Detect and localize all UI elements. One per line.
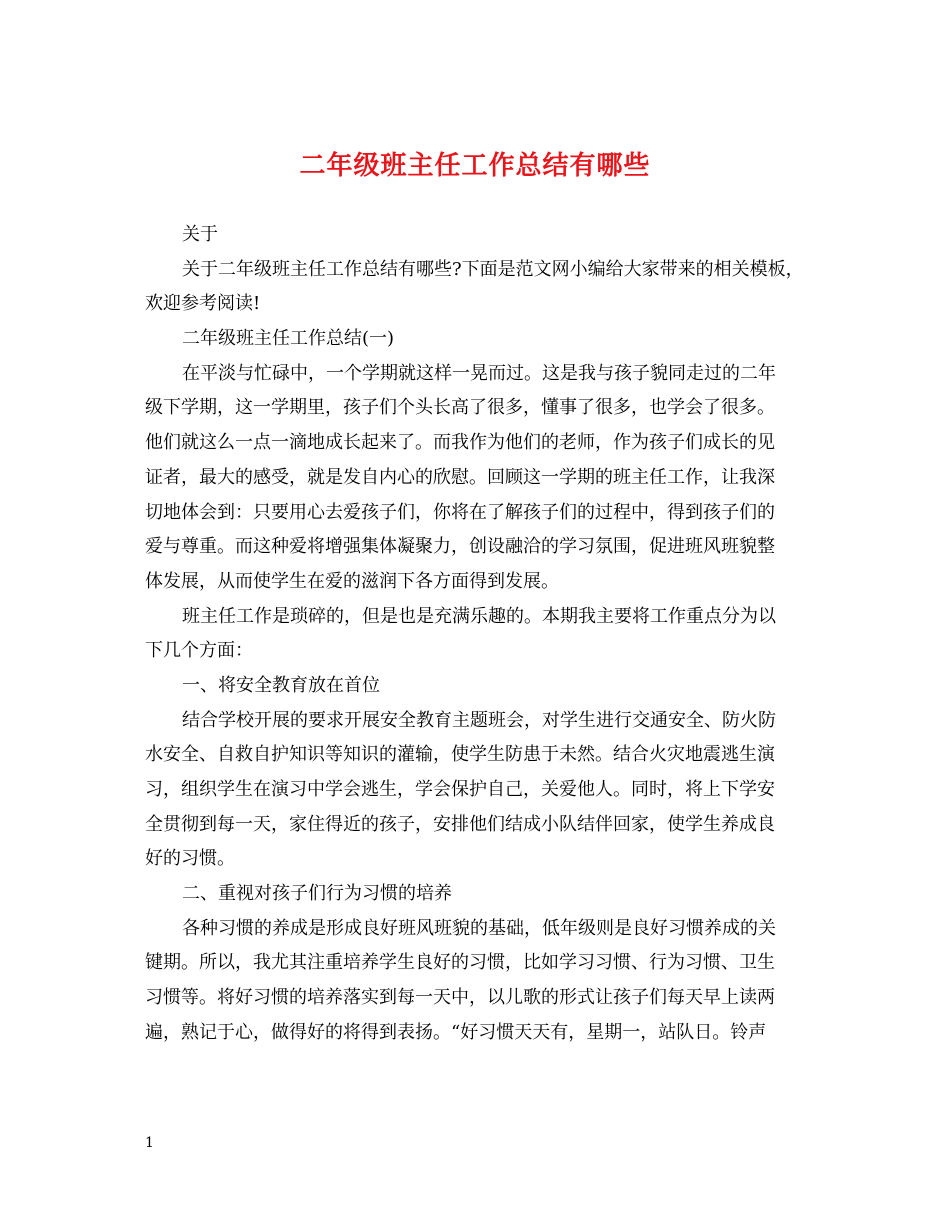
- text-line: 水安全、自救自护知识等知识的灌输，使学生防患于未然。结合火灾地震逃生演: [145, 744, 775, 766]
- text-line: 爱与尊重。而这种爱将增强集体凝聚力，创设融洽的学习氛围，促进班风班貌整: [145, 536, 775, 558]
- text-line: 关于二年级班主任工作总结有哪些?下面是范文网小编给大家带来的相关模板，: [182, 258, 804, 280]
- text-line: 下几个方面：: [145, 640, 253, 662]
- text-line: 结合学校开展的要求开展安全教育主题班会，对学生进行交通安全、防火防: [182, 709, 776, 731]
- text-line: 级下学期，这一学期里，孩子们个头长高了很多，懂事了很多，也学会了很多。: [145, 397, 775, 419]
- text-line: 键期。所以，我尤其注重培养学生良好的习惯，比如学习习惯、行为习惯、卫生: [145, 952, 775, 974]
- document-body: [145, 218, 815, 1051]
- text-line: 体发展，从而使学生在爱的滋润下各方面得到发展。: [145, 570, 559, 592]
- text-line: 二、重视对孩子们行为习惯的培养: [182, 883, 452, 905]
- text-line: 各种习惯的养成是形成良好班风班貌的基础，低年级则是良好习惯养成的关: [182, 917, 776, 939]
- text-line: 欢迎参考阅读!: [145, 293, 261, 315]
- text-line: 习惯等。将好习惯的培养落实到每一天中，以儿歌的形式让孩子们每天早上读两: [145, 987, 775, 1009]
- text-line: 好的习惯。: [145, 848, 235, 870]
- document-title: 二年级班主任工作总结有哪些: [299, 151, 651, 181]
- text-line: 证者，最大的感受，就是发自内心的欣慰。回顾这一学期的班主任工作，让我深: [145, 466, 775, 488]
- text-line: 切地体会到：只要用心去爱孩子们，你将在了解孩子们的过程中，得到孩子们的: [145, 501, 775, 523]
- text-line: 在平淡与忙碌中，一个学期就这样一晃而过。这是我与孩子貌同走过的二年: [182, 362, 776, 384]
- text-line: 全贯彻到每一天，家住得近的孩子，安排他们结成小队结伴回家，使学生养成良: [145, 813, 775, 835]
- text-line: 他们就这么一点一滴地成长起来了。而我作为他们的老师，作为孩子们成长的见: [145, 432, 775, 454]
- text-line: 一、将安全教育放在首位: [182, 674, 380, 696]
- text-line: 班主任工作是琐碎的，但是也是充满乐趣的。本期我主要将工作重点分为以: [182, 605, 776, 627]
- page-number: 1: [145, 1135, 154, 1151]
- text-line: 二年级班主任工作总结(一): [182, 328, 395, 350]
- text-line: 习，组织学生在演习中学会逃生，学会保护自己，关爱他人。同时，将上下学安: [145, 779, 775, 800]
- text-line: 关于: [182, 224, 218, 245]
- text-line: 遍，熟记于心，做得好的将得到表扬。“好习惯天天有，星期一，站队日。铃声: [145, 1021, 767, 1043]
